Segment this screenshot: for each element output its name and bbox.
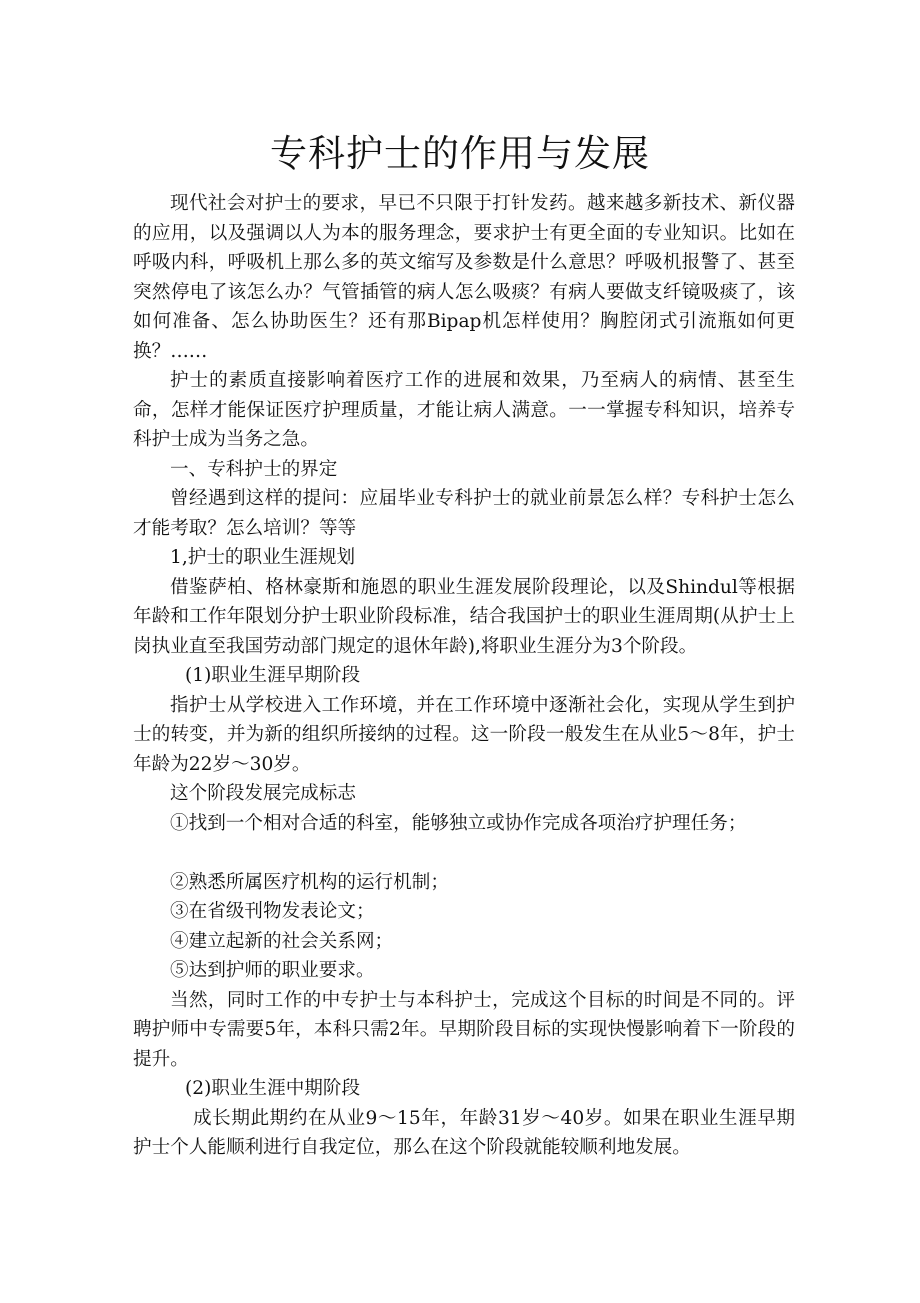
list-item-1: ①找到一个相对合适的科室，能够独立或协作完成各项治疗护理任务；	[170, 812, 747, 834]
subheading-mid-stage: (2)职业生涯中期阶段	[185, 1078, 361, 1099]
paragraph-career-theory: 借鉴萨柏、格林豪斯和施恩的职业生涯发展阶段理论，以及Shindul等根据年龄和工作年限划分护士职业阶段标准，结合我国护士的职业生涯周期(从护士上岗执业直至我国劳动部门规定的退休年龄),将职业生涯分为3个阶段。	[133, 576, 795, 657]
paragraph-question: 曾经遇到这样的提问：应届毕业专科护士的就业前景怎么样？专科护士怎么才能考取？怎么培训？等等	[133, 488, 795, 539]
paragraph-mid-stage: 成长期此期约在从业9～15年，年龄31岁～40岁。如果在职业生涯早期护士个人能顺利进行自我定位，那么在这个阶段就能较顺利地发展。	[133, 1107, 795, 1158]
subheading-career-planning: 1,护士的职业生涯规划	[170, 547, 356, 568]
subheading-completion-marks: 这个阶段发展完成标志	[170, 783, 356, 804]
document-title: 专科护士的作用与发展	[270, 132, 650, 175]
subheading-early-stage: (1)职业生涯早期阶段	[185, 665, 361, 686]
document-body	[133, 189, 795, 1163]
paragraph-early-stage: 指护士从学校进入工作环境，并在工作环境中逐渐社会化，实现从学生到护士的转变，并为新的组织所接纳的过程。这一阶段一般发生在从业5～8年，护士年龄为22岁～30岁。	[133, 694, 795, 775]
list-item-2: ②熟悉所属医疗机构的运行机制；	[170, 871, 449, 893]
paragraph-intro: 现代社会对护士的要求，早已不只限于打针发药。越来越多新技术、新仪器的应用，以及强调以人为本的服务理念，要求护士有更全面的专业知识。比如在呼吸内科，呼吸机上那么多的英文缩写及参数是什么意思？呼吸机报警了、甚至突然停电了该怎么办？气管插管的病人怎么吸痰？有病人要做支纤镜吸痰了，该如何准备、怎么协助医生？还有那Bipap机怎样使用？胸腔闭式引流瓶如何更换？……	[133, 193, 795, 362]
paragraph-quality: 护士的素质直接影响着医疗工作的进展和效果，乃至病人的病情、甚至生命，怎样才能保证医疗护理质量，才能让病人满意。一一掌握专科知识，培养专科护士成为当务之急。	[133, 370, 795, 450]
section-heading-definition: 一、专科护士的界定	[170, 458, 338, 480]
paragraph-comparison: 当然，同时工作的中专护士与本科护士，完成这个目标的时间是不同的。评聘护师中专需要5年，本科只需2年。早期阶段目标的实现快慢影响着下一阶段的提升。	[133, 989, 795, 1070]
list-item-4: ④建立起新的社会关系网；	[170, 930, 394, 952]
list-item-3: ③在省级刊物发表论文；	[170, 901, 375, 922]
list-item-5: ⑤达到护师的职业要求。	[170, 960, 375, 981]
blank-line	[133, 838, 795, 868]
